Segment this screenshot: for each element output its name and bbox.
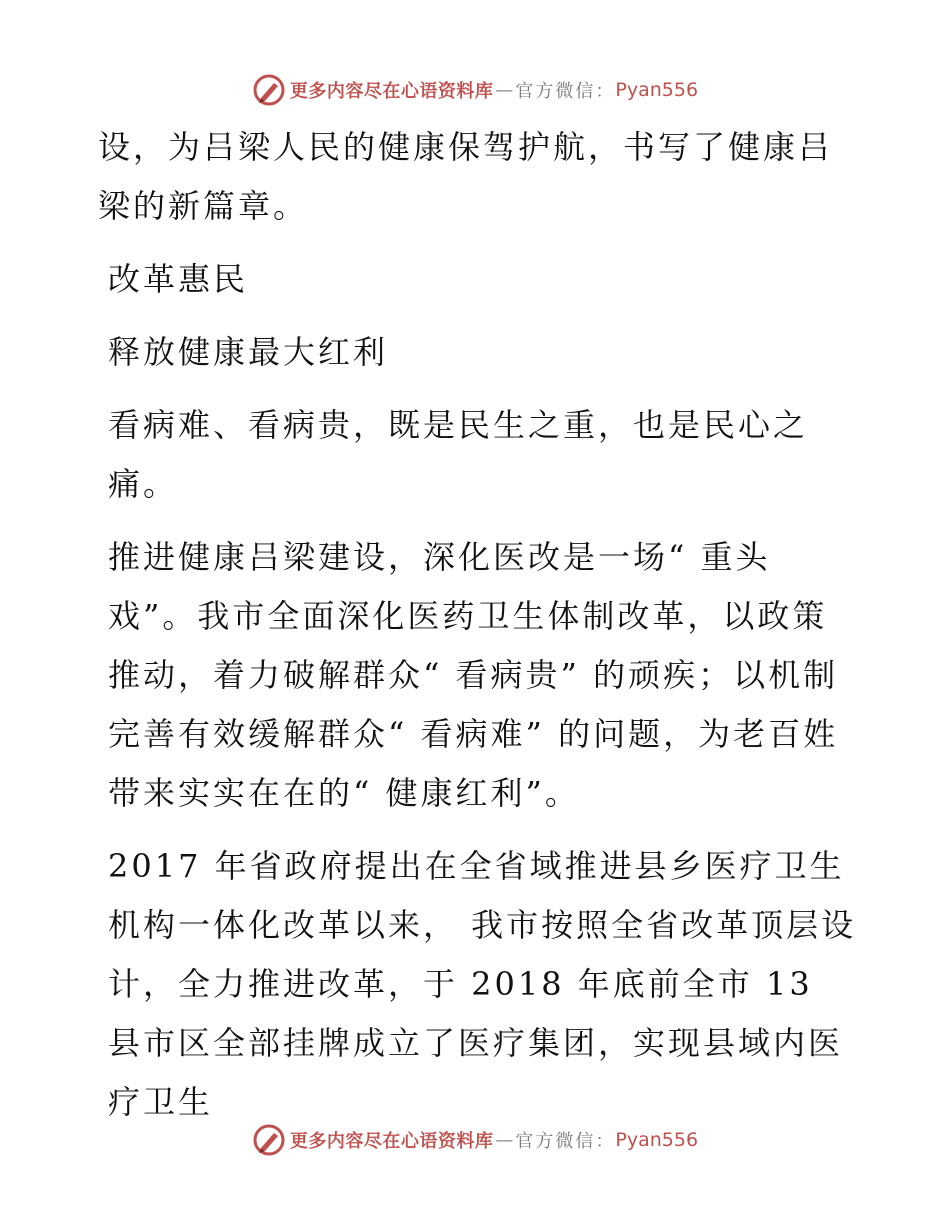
wechat-id: Pyan556 [615, 79, 699, 101]
header-watermark-banner [0, 70, 950, 110]
promo-text: 更多内容尽在心语资料库 [289, 1131, 494, 1152]
separator: — [495, 1129, 514, 1151]
separator: — [495, 79, 514, 101]
wechat-id: Pyan556 [615, 1129, 699, 1151]
section-heading: 改革惠民 [108, 260, 249, 298]
document-body [98, 118, 858, 1146]
paragraph-2017: 2017 年省政府提出在全省域推进县乡医疗卫生机构一体化改革以来， 我市按照全省改革顶层设计，全力推进改革，于 2018 年底前全市 13 县市区全部挂牌成立了医疗集团，实现县域内医疗卫生 [108, 847, 857, 1121]
pen-logo-icon [252, 1123, 286, 1157]
promo-text: 更多内容尽在心语资料库 [289, 81, 494, 102]
paragraph-intro: 看病难、看病贵，既是民生之重，也是民心之痛。 [108, 406, 809, 503]
pen-logo-icon [252, 73, 286, 107]
official-label: 官方微信： [515, 81, 616, 102]
paragraph-continuation: 设，为吕梁人民的健康保驾护航，书写了健康吕梁的新篇章。 [98, 128, 834, 225]
footer-watermark-banner [0, 1120, 950, 1160]
official-label: 官方微信： [515, 1131, 616, 1152]
paragraph-reform: 推进健康吕梁建设，深化医改是一场“ 重头戏”。我市全面深化医药卫生体制改革，以政策推动，着力破解群众“ 看病贵” 的顽疾；以机制完善有效缓解群众“ 看病难” 的问题，为老百姓带来实实在在的“ 健康红利”。 [108, 538, 839, 812]
section-subheading: 释放健康最大红利 [108, 333, 389, 371]
